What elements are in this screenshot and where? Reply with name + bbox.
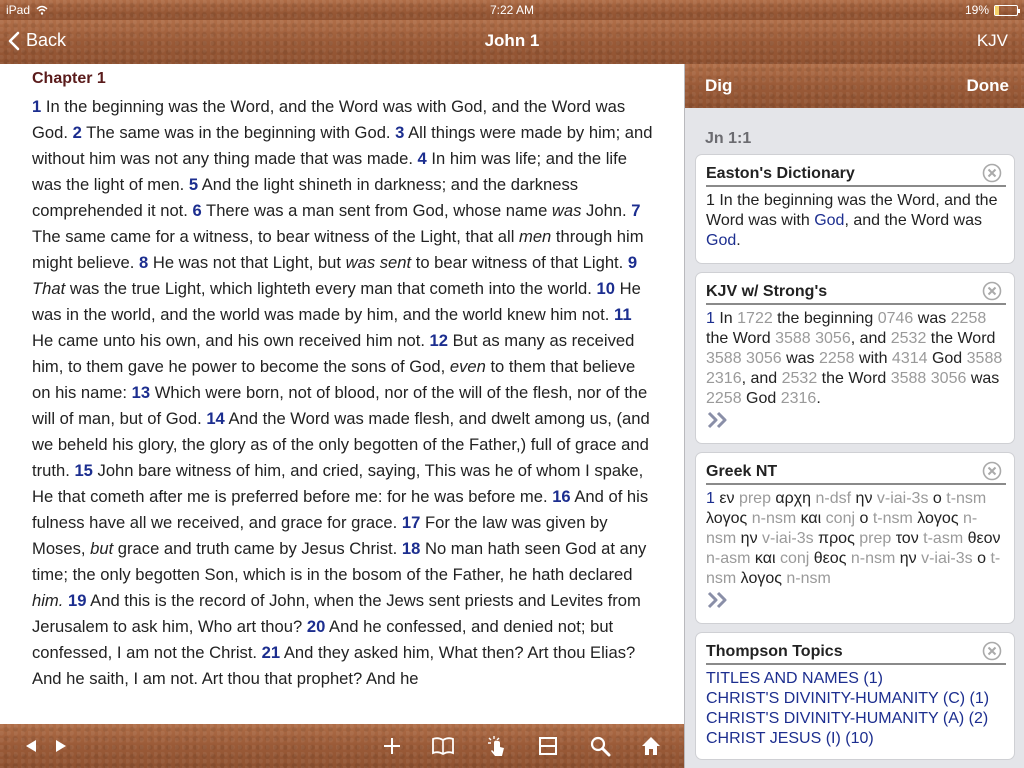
word: ο [855, 510, 873, 527]
parse-code[interactable]: 2258 [706, 390, 742, 407]
verse-text[interactable]: And the Word was made flesh, and dwelt among us, (and we beheld his glory, the glory as of the only begotten of the Father,) full of grace and truth. [32, 409, 650, 480]
parse-code[interactable]: conj [825, 510, 856, 527]
parse-code[interactable]: t-nsm [706, 550, 1001, 587]
eastons-text-part: . [736, 232, 741, 249]
parse-code[interactable]: n-asm [706, 550, 751, 567]
parse-code[interactable]: prep [738, 490, 771, 507]
topic-link[interactable]: TITLES AND NAMES (1) [706, 670, 883, 687]
word: God [741, 390, 781, 407]
plus-icon [382, 736, 402, 756]
verse-text[interactable]: In him was life; and the life was the light of men. [32, 149, 627, 194]
next-arrow-icon [54, 739, 68, 753]
verse-text[interactable]: For the law was given by Moses, but grace and truth came by Jesus Christ. [32, 513, 608, 558]
prev-chapter-button[interactable] [18, 734, 44, 758]
search-icon [589, 735, 611, 757]
word: God [927, 350, 967, 367]
word: the Word [926, 330, 996, 347]
verse-text[interactable]: John bare witness of him, and cried, saying, This was he of whom I spake, He that cometh after me is preferred before me: for he was before me. [32, 461, 644, 506]
verse-number[interactable]: 1 [706, 490, 715, 507]
parse-code[interactable]: n-dsf [815, 490, 852, 507]
parse-code[interactable]: n-nsm [786, 570, 831, 587]
close-icon[interactable] [982, 641, 1002, 661]
verse-text[interactable]: Which were born, not of blood, nor of the will of the flesh, nor of the will of man, but of God. [32, 383, 648, 428]
chevron-left-icon [8, 31, 20, 51]
eastons-card [695, 154, 1015, 264]
verse-text[interactable]: He was in the world, and the world was made by him, and the world knew him not. [32, 279, 641, 324]
parse-code[interactable]: 0746 [877, 310, 914, 327]
verse-reference: Jn 1:1 [705, 130, 752, 147]
dig-panel [684, 64, 1024, 768]
verse-number[interactable]: 2 [72, 123, 82, 142]
verse-text[interactable]: There was a man sent from God, whose name was John. [201, 201, 632, 220]
greek-text [706, 489, 1004, 589]
close-icon[interactable] [982, 163, 1002, 183]
word: In [714, 310, 738, 327]
status-bar [0, 0, 1024, 20]
parse-code[interactable]: n-nsm [850, 550, 896, 567]
card-title: KJV w/ Strong's [706, 283, 1006, 305]
strongs-text [706, 309, 1004, 409]
word: the Word [817, 370, 891, 387]
verse-number[interactable]: 1 [32, 97, 42, 116]
nav-bar [0, 20, 1024, 64]
chapter-heading: Chapter 1 [32, 70, 106, 87]
word: αρχη [770, 490, 816, 507]
version-button[interactable]: KJV [976, 31, 1008, 50]
verse-text[interactable]: And they asked him, What then? Art thou Elias? And he saith, I am not. Art thou that prophet? And he [32, 643, 636, 688]
god-link[interactable]: God [814, 212, 845, 229]
word: , and [741, 370, 782, 387]
back-button[interactable] [8, 30, 66, 51]
verse-text[interactable]: And this is the record of John, when the Jews sent priests and Levites from Jerusalem to ask him, Who art thou? [32, 591, 641, 636]
parse-code[interactable]: 2316 [780, 390, 817, 407]
library-button[interactable] [430, 734, 456, 758]
word: προς [813, 530, 860, 547]
parse-code[interactable]: 2258 [818, 350, 855, 367]
parse-code[interactable]: v-iai-3s [762, 530, 814, 547]
topic-link[interactable]: CHRIST JESUS (I) (10) [706, 730, 874, 747]
verse-text[interactable]: That was the true Light, which lighteth every man that cometh into the world. [32, 279, 597, 298]
verse-number[interactable]: 3 [395, 123, 405, 142]
verse-text[interactable]: The same came for a witness, to bear witness of the Light, that all men through him might believe. [32, 227, 644, 272]
verse-text[interactable]: All things were made by him; and without him was not any thing made that was made. [32, 123, 653, 168]
parse-code[interactable]: t-asm [923, 530, 964, 547]
verse-number[interactable]: 4 [417, 149, 427, 168]
reader-pane[interactable] [0, 64, 684, 724]
word: ην [895, 550, 922, 567]
verse-text[interactable]: In the beginning was the Word, and the Word was with God, and the Word was God. [32, 97, 626, 142]
verse-number[interactable]: 10 [596, 279, 615, 298]
next-chapter-button[interactable] [48, 734, 74, 758]
topic-link[interactable]: CHRIST'S DIVINITY-HUMANITY (A) (2) [706, 710, 989, 727]
home-icon [640, 735, 662, 757]
parse-code[interactable]: v-iai-3s [876, 490, 929, 507]
verse-number[interactable]: 15 [74, 461, 93, 480]
word: εν [714, 490, 739, 507]
parse-code[interactable]: 3588 3056 [890, 370, 967, 387]
verse-text[interactable]: The same was in the beginning with God. [81, 123, 396, 142]
god-link[interactable]: God [706, 232, 737, 249]
verse-number[interactable]: 13 [131, 383, 151, 402]
parse-code[interactable]: n-nsm [706, 510, 978, 547]
parse-code[interactable]: prep [859, 530, 892, 547]
prev-arrow-icon [24, 739, 38, 753]
word: ην [851, 490, 877, 507]
bottom-toolbar [0, 724, 684, 768]
layout-button[interactable] [535, 734, 561, 758]
word: λογος [736, 570, 787, 587]
word: , and [850, 330, 891, 347]
parse-code[interactable]: n-nsm [751, 510, 797, 527]
card-title: Thompson Topics [706, 643, 1006, 665]
add-button[interactable] [379, 734, 405, 758]
eastons-text-part: 1 In the beginning was the Word, and the Word was with [706, 192, 998, 229]
verse-number[interactable]: 5 [188, 175, 199, 194]
parse-code[interactable]: t-nsm [872, 510, 913, 527]
verse-number[interactable]: 9 [627, 253, 638, 272]
word: και [796, 510, 826, 527]
word: ο [928, 490, 947, 507]
dig-button[interactable] [483, 734, 509, 758]
verse-number[interactable]: 7 [631, 201, 641, 220]
book-icon [431, 736, 455, 756]
parse-code[interactable]: 1722 [737, 310, 773, 327]
verse-number[interactable]: 16 [552, 487, 571, 506]
verse-number[interactable]: 12 [429, 331, 449, 350]
battery-icon [994, 5, 1018, 16]
dig-header [685, 64, 1024, 108]
card-title: Greek NT [706, 463, 1006, 485]
verse-number[interactable]: 20 [306, 617, 326, 636]
word: ο [972, 550, 991, 567]
word: was [913, 310, 951, 327]
word: θεος [809, 550, 851, 567]
close-icon[interactable] [982, 461, 1002, 481]
verse-number[interactable]: 11 [614, 305, 632, 324]
greek-card [695, 452, 1015, 624]
verse-text[interactable]: But as many as received him, to them gave he power to become the sons of God, even to them that believe on his name: [32, 331, 636, 402]
verse-text[interactable]: He was not that Light, but was sent to bear witness of that Light. [148, 253, 628, 272]
tap-icon [485, 735, 507, 757]
search-button[interactable] [587, 734, 613, 758]
word: λογος [706, 510, 752, 527]
verse-number[interactable]: 14 [206, 409, 225, 428]
parse-code[interactable]: conj [779, 550, 810, 567]
word: the Word [706, 330, 776, 347]
dig-title: Dig [705, 76, 733, 95]
verse-number[interactable]: 8 [139, 253, 149, 272]
card-title: Easton's Dictionary [706, 165, 1006, 187]
verse-text[interactable]: No man hath seen God at any time; the only begotten Son, which is in the bosom of the Father, he hath declared him. [32, 539, 647, 610]
parse-code[interactable]: v-iai-3s [921, 550, 973, 567]
verse-text[interactable]: And of his fulness have all we received, and grace for grace. [32, 487, 649, 532]
word: . [816, 390, 821, 407]
double-chevron-right-icon[interactable] [706, 411, 730, 429]
parse-code[interactable]: t-nsm [946, 490, 987, 507]
double-chevron-right-icon[interactable] [706, 591, 730, 609]
parse-code[interactable]: 2532 [890, 330, 927, 347]
verse-number[interactable]: 19 [67, 591, 87, 610]
home-button[interactable] [638, 734, 664, 758]
word: ην [736, 530, 763, 547]
word: και [750, 550, 780, 567]
verse-number[interactable]: 17 [401, 513, 421, 532]
verse-text[interactable]: He came unto his own, and his own received him not. [32, 331, 430, 350]
parse-code[interactable]: 2532 [781, 370, 818, 387]
verse-number[interactable]: 18 [401, 539, 421, 558]
verse-number[interactable]: 6 [192, 201, 202, 220]
thompson-card [695, 632, 1015, 760]
done-button[interactable]: Done [966, 76, 1009, 95]
word: was [966, 370, 1000, 387]
verse-number[interactable]: 21 [261, 643, 281, 662]
strongs-card [695, 272, 1015, 444]
thompson-topics [706, 669, 1004, 749]
parse-code[interactable]: 3588 3056 [706, 350, 782, 367]
word: was [781, 350, 819, 367]
word: τον [891, 530, 924, 547]
page-title: John 1 [484, 31, 540, 50]
device-label: iPad [6, 3, 31, 17]
verse-text[interactable]: And he confessed, and denied not; but confessed, I am not the Christ. [32, 617, 614, 662]
eastons-text [706, 191, 1004, 251]
battery-percent: 19% [964, 3, 989, 17]
close-icon[interactable] [982, 281, 1002, 301]
layout-icon [538, 736, 558, 756]
parse-code[interactable]: 3588 2316 [706, 350, 1003, 387]
chapter-text[interactable] [32, 94, 654, 692]
eastons-text-part: , and the Word was [844, 212, 982, 229]
verse-text[interactable]: And the light shineth in darkness; and the darkness comprehended it not. [32, 175, 579, 220]
back-label: Back [26, 30, 67, 50]
verse-number[interactable]: 1 [706, 310, 715, 327]
word: λογος [912, 510, 963, 527]
word: θεον [963, 530, 1001, 547]
word: the beginning [772, 310, 878, 327]
word: with [854, 350, 892, 367]
parse-code[interactable]: 2258 [950, 310, 987, 327]
parse-code[interactable]: 4314 [891, 350, 928, 367]
parse-code[interactable]: 3588 3056 [775, 330, 851, 347]
status-time: 7:22 AM [489, 3, 535, 17]
topic-link[interactable]: CHRIST'S DIVINITY-HUMANITY (C) (1) [706, 690, 990, 707]
